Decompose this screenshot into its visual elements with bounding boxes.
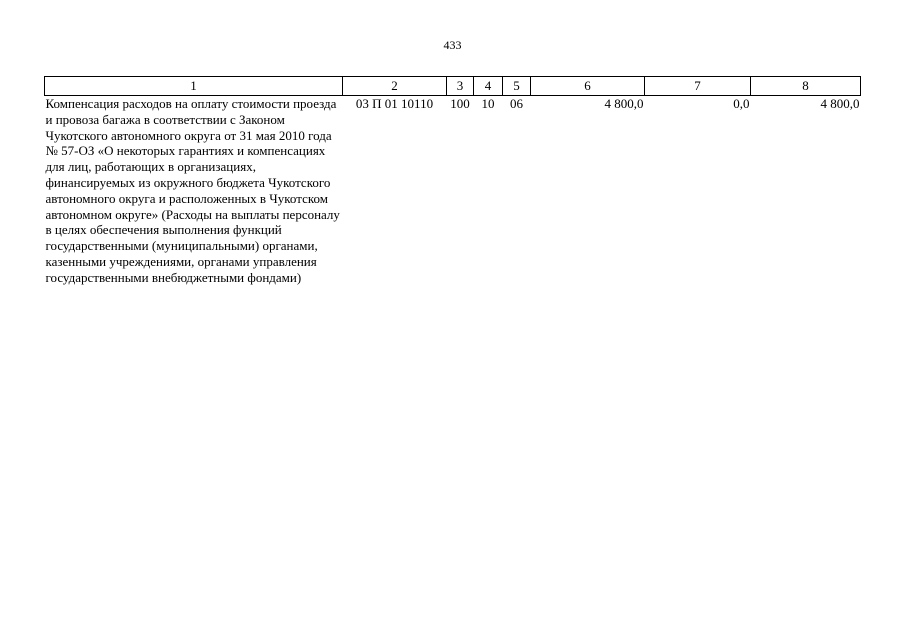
row-col4: 10	[481, 96, 495, 111]
column-header-7: 7	[645, 77, 751, 96]
column-header-6: 6	[531, 77, 645, 96]
header-row	[45, 77, 861, 96]
row-col8: 4 800,0	[820, 96, 860, 111]
row-description: Компенсация расходов на оплату стоимости проезда и провоза багажа в соответствии с Законом Чукотского автономного округа от 31 мая 2010 года № 57-ОЗ «О некоторых гарантиях и компенсациях для лиц, работающих в организациях, финансируемых из окружного бюджета Чукотского автономного округа и расположенных в Чукотском автономном округе» (Расходы на выплаты персоналу в целях обеспечения выполнения функций государственными (муниципальными) органами, казенными учреждениями, органами управления государственными внебюджетными фондами)	[45, 96, 340, 285]
column-header-5: 5	[503, 77, 531, 96]
column-header-8: 8	[751, 77, 861, 96]
row-col6: 4 800,0	[604, 96, 644, 111]
budget-table	[44, 76, 861, 286]
row-col7: 0,0	[733, 96, 750, 111]
column-header-3: 3	[447, 77, 474, 96]
row-code: 03 П 01 10110	[355, 96, 434, 111]
row-col3: 100	[450, 96, 470, 111]
column-header-4: 4	[474, 77, 503, 96]
row-col5: 06	[510, 96, 523, 111]
column-header-2: 2	[343, 77, 447, 96]
table-row	[45, 96, 861, 286]
column-header-1: 1	[45, 77, 343, 96]
page-number: 433	[443, 38, 462, 52]
